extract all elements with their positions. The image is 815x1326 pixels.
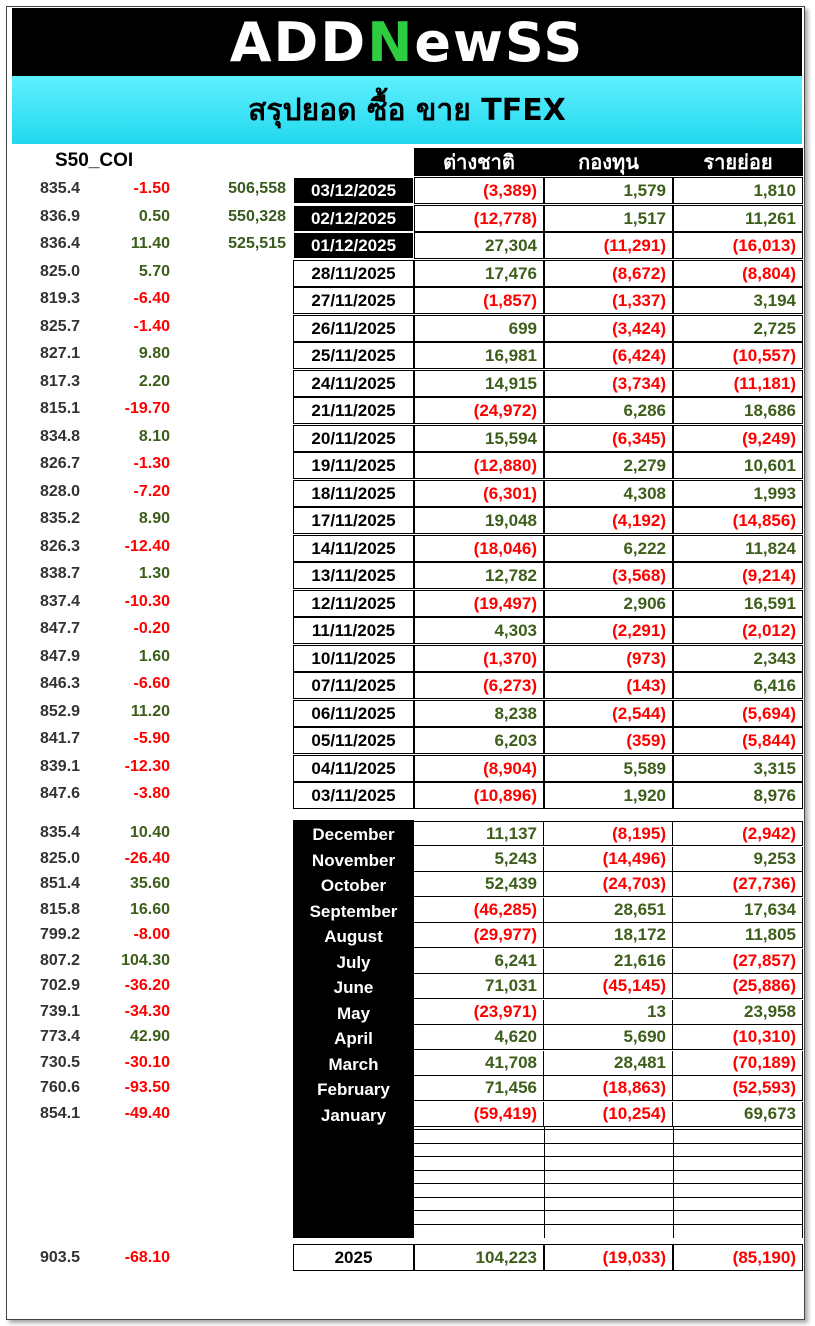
index-value: 807.2 (40, 952, 81, 969)
page-title: สรุปยอด ซื้อ ขาย TFEX (248, 92, 566, 128)
date-cell: 03/11/2025 (293, 782, 414, 809)
date-cell: 11/11/2025 (293, 617, 414, 644)
fund-value: 1,517 (544, 205, 673, 232)
foreign-value: (23,971) (414, 1000, 544, 1025)
foreign-value: (18,046) (414, 535, 544, 562)
fund-value: 2,279 (544, 452, 673, 479)
index-value: 799.2 (40, 926, 81, 943)
index-change: 10.40 (129, 824, 170, 841)
foreign-value: (6,301) (414, 480, 544, 507)
fund-value: (8,195) (544, 821, 673, 846)
foreign-value: 4,620 (414, 1025, 544, 1050)
index-change: -1.50 (133, 180, 170, 197)
retail-value: (2,012) (673, 617, 803, 644)
foreign-value: (19,497) (414, 590, 544, 617)
index-change: 104.30 (121, 952, 170, 969)
foreign-value: 6,241 (414, 949, 544, 974)
date-cell: 27/11/2025 (293, 287, 414, 314)
fund-value: (973) (544, 645, 673, 672)
index-change: 35.60 (129, 875, 170, 892)
index-value: 847.9 (40, 648, 81, 665)
retail-value: 3,194 (673, 287, 803, 314)
date-cell: 13/11/2025 (293, 562, 414, 589)
fund-value: (6,345) (544, 425, 673, 452)
index-value: 836.4 (40, 235, 81, 252)
date-cell: 17/11/2025 (293, 507, 414, 534)
foreign-value: 12,782 (414, 562, 544, 589)
index-change: -12.30 (124, 758, 170, 775)
month-label: June (333, 977, 374, 997)
column-header-foreign: ต่างชาติ (414, 148, 544, 176)
fund-value: 4,308 (544, 480, 673, 507)
retail-value: (9,249) (673, 425, 803, 452)
fund-value: (6,424) (544, 342, 673, 369)
date-cell: 04/11/2025 (293, 755, 414, 782)
foreign-value: 699 (414, 315, 544, 342)
date-cell: 19/11/2025 (293, 452, 414, 479)
retail-value: 11,261 (673, 205, 803, 232)
retail-value: 69,673 (673, 1102, 803, 1127)
index-value: 838.7 (40, 565, 81, 582)
foreign-value: 11,137 (414, 821, 544, 846)
index-change: -36.20 (124, 977, 170, 994)
empty-row-line (414, 1210, 803, 1211)
index-value: 815.8 (40, 901, 81, 918)
index-value: 739.1 (40, 1003, 81, 1020)
retail-value: 1,993 (673, 480, 803, 507)
retail-value: (5,844) (673, 727, 803, 754)
date-cell: 01/12/2025 (293, 232, 414, 259)
foreign-value: (29,977) (414, 923, 544, 948)
fund-value: (4,192) (544, 507, 673, 534)
month-label: November (311, 850, 396, 870)
foreign-value: (1,857) (414, 287, 544, 314)
retail-value: (10,310) (673, 1025, 803, 1050)
retail-value: 16,591 (673, 590, 803, 617)
index-value: 854.1 (40, 1105, 81, 1122)
total-fund-value: (19,033) (544, 1244, 673, 1271)
empty-row-line (414, 1129, 803, 1130)
index-value: 827.1 (40, 345, 81, 362)
column-header-retail: รายย่อย (673, 148, 803, 176)
empty-row-line (414, 1224, 803, 1225)
foreign-value: 52,439 (414, 872, 544, 897)
index-change: -6.60 (133, 675, 170, 692)
index-value: 828.0 (40, 483, 81, 500)
retail-value: 23,958 (673, 1000, 803, 1025)
index-change: -1.30 (133, 455, 170, 472)
fund-value: 1,579 (544, 177, 673, 204)
index-value: 839.1 (40, 758, 81, 775)
empty-row-line (414, 1170, 803, 1171)
index-value: 834.8 (40, 428, 81, 445)
foreign-value: 16,981 (414, 342, 544, 369)
foreign-value: 14,915 (414, 370, 544, 397)
fund-value: 6,222 (544, 535, 673, 562)
retail-value: (5,694) (673, 700, 803, 727)
grid-divider (544, 1127, 545, 1238)
index-value: 852.9 (40, 703, 81, 720)
index-change: 1.30 (138, 565, 170, 582)
fund-value: (18,863) (544, 1076, 673, 1101)
index-change: -49.40 (124, 1105, 170, 1122)
date-cell: 18/11/2025 (293, 480, 414, 507)
fund-value: (14,496) (544, 847, 673, 872)
foreign-value: (59,419) (414, 1102, 544, 1127)
foreign-value: 27,304 (414, 232, 544, 259)
index-change: -5.90 (133, 730, 170, 747)
index-change: -26.40 (124, 850, 170, 867)
total-index-change: -68.10 (124, 1249, 170, 1266)
date-cell: 26/11/2025 (293, 315, 414, 342)
foreign-value: (8,904) (414, 755, 544, 782)
date-cell: 21/11/2025 (293, 397, 414, 424)
index-value: 851.4 (40, 875, 81, 892)
index-change: 42.90 (129, 1028, 170, 1045)
open-interest: 525,515 (228, 235, 286, 252)
foreign-value: 71,031 (414, 974, 544, 999)
index-change: 11.40 (130, 235, 170, 252)
retail-value: (10,557) (673, 342, 803, 369)
index-value: 817.3 (40, 373, 81, 390)
retail-value: (8,804) (673, 260, 803, 287)
index-change: -10.30 (124, 593, 170, 610)
logo-banner (12, 8, 802, 76)
fund-value: (359) (544, 727, 673, 754)
retail-value: 2,343 (673, 645, 803, 672)
index-value: 825.7 (40, 318, 81, 335)
fund-value: (45,145) (544, 974, 673, 999)
fund-value: (2,544) (544, 700, 673, 727)
total-foreign-value: 104,223 (414, 1244, 544, 1271)
index-value: 825.0 (40, 263, 81, 280)
index-value: 837.4 (40, 593, 81, 610)
index-change: -30.10 (124, 1054, 170, 1071)
month-label: March (328, 1054, 379, 1074)
fund-value: 13 (544, 1000, 673, 1025)
total-index-value: 903.5 (40, 1249, 81, 1266)
index-value: 773.4 (40, 1028, 81, 1045)
month-label: October (320, 875, 387, 895)
index-change: 11.20 (130, 703, 170, 720)
date-cell: 14/11/2025 (293, 535, 414, 562)
fund-value: 28,651 (544, 898, 673, 923)
fund-value: 5,690 (544, 1025, 673, 1050)
index-change: 9.80 (138, 345, 170, 362)
fund-value: 5,589 (544, 755, 673, 782)
foreign-value: (1,370) (414, 645, 544, 672)
retail-value: 11,824 (673, 535, 803, 562)
month-label: May (336, 1003, 371, 1023)
retail-value: 10,601 (673, 452, 803, 479)
retail-value: 1,810 (673, 177, 803, 204)
index-change: 2.20 (138, 373, 170, 390)
retail-value: (27,857) (673, 949, 803, 974)
retail-value: (27,736) (673, 872, 803, 897)
foreign-value: (6,273) (414, 672, 544, 699)
index-value: 760.6 (40, 1079, 81, 1096)
index-change: -8.00 (133, 926, 170, 943)
fund-value: (8,672) (544, 260, 673, 287)
index-change: -34.30 (124, 1003, 170, 1020)
index-change: 8.10 (138, 428, 170, 445)
date-cell: 07/11/2025 (293, 672, 414, 699)
left-column-header: S50_COI (55, 150, 134, 171)
index-change: 16.60 (129, 901, 170, 918)
index-change: -1.40 (133, 318, 170, 335)
date-cell: 20/11/2025 (293, 425, 414, 452)
fund-value: (3,424) (544, 315, 673, 342)
fund-value: 6,286 (544, 397, 673, 424)
retail-value: 2,725 (673, 315, 803, 342)
fund-value: 21,616 (544, 949, 673, 974)
date-cell: 06/11/2025 (293, 700, 414, 727)
index-change: -19.70 (124, 400, 170, 417)
index-value: 826.3 (40, 538, 81, 555)
total-retail-value: (85,190) (673, 1244, 803, 1271)
foreign-value: 6,203 (414, 727, 544, 754)
grid-divider (802, 1127, 803, 1238)
foreign-value: 17,476 (414, 260, 544, 287)
foreign-value: 8,238 (414, 700, 544, 727)
index-value: 846.3 (40, 675, 81, 692)
index-change: 0.50 (138, 208, 170, 225)
logo: ADDNewSS (229, 10, 585, 74)
index-change: 1.60 (138, 648, 170, 665)
title-banner (12, 76, 802, 144)
foreign-value: 19,048 (414, 507, 544, 534)
index-change: -6.40 (133, 290, 170, 307)
retail-value: 6,416 (673, 672, 803, 699)
open-interest: 550,328 (228, 208, 286, 225)
retail-value: (2,942) (673, 821, 803, 846)
index-change: -7.20 (133, 483, 170, 500)
empty-row-line (414, 1183, 803, 1184)
index-value: 835.4 (40, 824, 81, 841)
foreign-value: 41,708 (414, 1051, 544, 1076)
foreign-value: (46,285) (414, 898, 544, 923)
date-cell: 12/11/2025 (293, 590, 414, 617)
fund-value: 18,172 (544, 923, 673, 948)
month-label: July (336, 952, 371, 972)
fund-value: (11,291) (544, 232, 673, 259)
index-change: -3.80 (133, 785, 170, 802)
retail-value: 9,253 (673, 847, 803, 872)
retail-value: 11,805 (673, 923, 803, 948)
retail-value: (9,214) (673, 562, 803, 589)
month-label: December (312, 824, 395, 844)
retail-value: (11,181) (673, 370, 803, 397)
date-cell: 25/11/2025 (293, 342, 414, 369)
month-label: September (309, 901, 398, 921)
column-header-fund: กองทุน (544, 148, 673, 176)
foreign-value: 5,243 (414, 847, 544, 872)
retail-value: 17,634 (673, 898, 803, 923)
index-value: 826.7 (40, 455, 81, 472)
index-value: 819.3 (40, 290, 81, 307)
retail-value: 8,976 (673, 782, 803, 809)
index-change: -0.20 (133, 620, 170, 637)
grid-divider (673, 1127, 674, 1238)
fund-value: (3,568) (544, 562, 673, 589)
index-change: 8.90 (138, 510, 170, 527)
retail-value: 3,315 (673, 755, 803, 782)
index-value: 835.4 (40, 180, 81, 197)
index-value: 836.9 (40, 208, 81, 225)
foreign-value: (12,778) (414, 205, 544, 232)
foreign-value: (12,880) (414, 452, 544, 479)
foreign-value: (10,896) (414, 782, 544, 809)
foreign-value: (3,389) (414, 177, 544, 204)
retail-value: (16,013) (673, 232, 803, 259)
foreign-value: 4,303 (414, 617, 544, 644)
index-value: 730.5 (40, 1054, 81, 1071)
retail-value: 18,686 (673, 397, 803, 424)
month-label: January (320, 1105, 387, 1125)
empty-row-line (414, 1197, 803, 1198)
retail-value: (70,189) (673, 1051, 803, 1076)
fund-value: 1,920 (544, 782, 673, 809)
index-change: -93.50 (124, 1079, 170, 1096)
date-cell: 10/11/2025 (293, 645, 414, 672)
empty-row-line (414, 1143, 803, 1144)
empty-row-line (414, 1156, 803, 1157)
foreign-value: 15,594 (414, 425, 544, 452)
fund-value: (143) (544, 672, 673, 699)
open-interest: 506,558 (228, 180, 286, 197)
index-change: 5.70 (138, 263, 170, 280)
fund-value: (10,254) (544, 1102, 673, 1127)
retail-value: (25,886) (673, 974, 803, 999)
date-cell: 02/12/2025 (293, 205, 414, 232)
fund-value: (24,703) (544, 872, 673, 897)
index-value: 815.1 (40, 400, 81, 417)
date-cell: 24/11/2025 (293, 370, 414, 397)
total-year-label: 2025 (293, 1244, 414, 1271)
index-value: 841.7 (40, 730, 81, 747)
index-value: 847.6 (40, 785, 81, 802)
date-cell: 05/11/2025 (293, 727, 414, 754)
index-value: 835.2 (40, 510, 81, 527)
month-label: April (334, 1028, 373, 1048)
index-change: -12.40 (124, 538, 170, 555)
date-cell: 28/11/2025 (293, 260, 414, 287)
date-cell: 03/12/2025 (293, 177, 414, 204)
fund-value: (3,734) (544, 370, 673, 397)
fund-value: (1,337) (544, 287, 673, 314)
foreign-value: 71,456 (414, 1076, 544, 1101)
index-value: 847.7 (40, 620, 81, 637)
fund-value: (2,291) (544, 617, 673, 644)
fund-value: 28,481 (544, 1051, 673, 1076)
month-label: August (324, 926, 383, 946)
retail-value: (14,856) (673, 507, 803, 534)
month-label: February (317, 1079, 390, 1099)
index-value: 702.9 (40, 977, 81, 994)
fund-value: 2,906 (544, 590, 673, 617)
foreign-value: (24,972) (414, 397, 544, 424)
index-value: 825.0 (40, 850, 81, 867)
retail-value: (52,593) (673, 1076, 803, 1101)
